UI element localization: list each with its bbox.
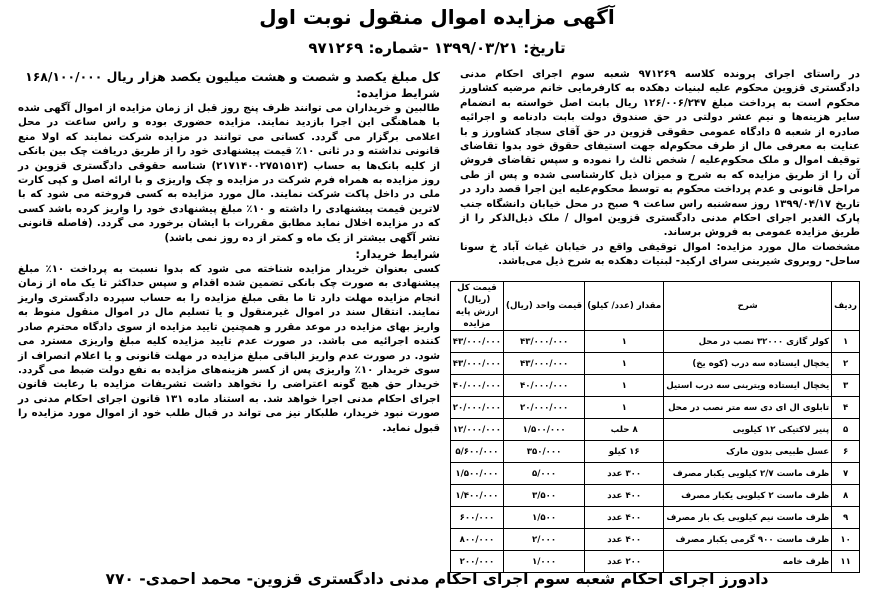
table-row — [450, 397, 859, 419]
location-text: اموال توقیفی واقع در خیابان غیاث آباد خ سونا ساحل- روبروی شیرینی سرای ارکید- لبنیات دهکده به شرح ذیل می‌باشد. — [460, 241, 860, 268]
header-description: شرح — [664, 282, 832, 331]
cell-quantity: ۴۰۰ عدد — [585, 507, 664, 529]
cell-description: یخچال ایستاده سه درب (کوه یخ) — [664, 353, 832, 375]
cell-row-number: ۱۱ — [832, 551, 860, 573]
conditions-text: طالبین و خریداران می توانند ظرف پنج روز قبل از زمان مزایده از اموال آگهی شده با هماهنگی این اجرا بازدید نمایند. مزایده حضوری بوده و راس ساعت در محل اعلامی برگزار می گردد. کسانی می توانند در مزایده شرکت نمایند که اولا منع قانونی نداشته و در ثانی ۱۰٪ قیمت پیشنهادی خود را از طریق دریافت چک بین بانکی از کلیه بانک‌ها به حساب (۲۱۷۱۴۰۰۲۷۵۱۵۱۳) شناسه حقوقی دادگستری قزوین در روز مزایده به همراه فرم شرکت در مزایده و چک واریزی و با ارائه اصل و کپی کارت ملی در داخل پاکت شرکت نمایند. مال مورد مزایده به کسی فروخته می شود که با لاترین قیمت پیشنهادی را داشته و ۱۰٪ مبلغ پیشنهادی خود را واریز کرده باشد کسی که در مزایده اخلال نماید مطابق مقررات با ایشان برخورد می گردد. (فاصله قانونی نشر آگهی بیشتر از یک ماه و کمتر از ده روز نمی باشد) — [18, 103, 440, 244]
cell-description: تابلوی ال ای دی سه متر نصب در محل — [664, 397, 832, 419]
cell-total: ۸۰۰/۰۰۰ — [450, 529, 503, 551]
cell-row-number: ۱۰ — [832, 529, 860, 551]
cell-quantity: ۴۰۰ عدد — [585, 529, 664, 551]
intro-paragraph: در راستای اجرای پرونده کلاسه ۹۷۱۲۶۹ شعبه سوم اجرای احکام مدنی دادگستری قزوین محکوم علیه لبنیات دهکده به کارفرمایی خانم مرضیه کشاورز محکوم است به پرداخت مبلغ ۱۲۶/۰۰۶/۲۴۷ ریال بابت اصل خواسته به انضمام سایر هزینه‌ها و نیم عشر دولتی در حق صندوق دولت بابت دادنامه و اجرائیه صادره از شعبه ۵ دادگاه عمومی حقوقی قزوین در حق آقای سجاد کشاورز و با عنایت به معرفی مال از طرف محکوم‌له جهت استیفای حقوق خود بدوا تقاضای توقیف اموال و ملک محکوم‌علیه / شخص ثالث را نموده و سپس تقاضای فروش آن را از طریق مزایده که به شرح و میزان ذیل کارشناسی شده و پس از طی مراحل قانونی و عدم پرداخت محکوم به توسط محکوم‌علیه این اجرا قصد دارد در تاریخ ۱۳۹۹/۰۴/۱۷ روز سه‌شنبه راس ساعت ۹ صبح در محل خیابان دانشگاه جنب پارک الغدیر اجرای احکام مدنی دادگستری قزوین اموال / ملک ذیل‌الذکر را از طریق مزایده عمومی به فروش برساند. — [460, 69, 861, 239]
conditions-column — [18, 68, 440, 436]
cell-description: پنیر لاکتیکی ۱۲ کیلویی — [664, 419, 832, 441]
items-table — [450, 281, 860, 573]
cell-description: عسل طبیعی بدون مارک — [664, 441, 832, 463]
cell-unit-price: ۱/۵۰۰ — [504, 507, 585, 529]
table-row — [450, 463, 859, 485]
table-header-row — [450, 282, 859, 331]
table-row — [450, 419, 859, 441]
cell-total: ۴۳/۰۰۰/۰۰۰ — [450, 353, 503, 375]
header-quantity: مقدار (عدد/ کیلو) — [585, 282, 664, 331]
cell-total: ۵/۶۰۰/۰۰۰ — [450, 441, 503, 463]
cell-total: ۱/۵۰۰/۰۰۰ — [450, 463, 503, 485]
cell-quantity: ۱ — [585, 397, 664, 419]
cell-quantity: ۴۰۰ عدد — [585, 485, 664, 507]
table-row — [450, 485, 859, 507]
cell-quantity: ۲۰۰ عدد — [585, 551, 664, 573]
cell-row-number: ۲ — [832, 353, 860, 375]
cell-total: ۱۲/۰۰۰/۰۰۰ — [450, 419, 503, 441]
cell-row-number: ۴ — [832, 397, 860, 419]
buyer-text: کسی بعنوان خریدار مزایده شناخته می شود که بدوا نسبت به پرداخت ۱۰٪ مبلغ پیشنهادی به صورت چک بانکی تضمین شده اقدام و سپس حداکثر تا یک ماه از زمان انجام مزایده مهلت دارد تا ما بقی مبلغ مزایده را به حساب سپرده دادگستری واریز نمایند. انتقال سند در اموال غیرمنقول و یا تسلیم مال در اموال منقول منوط به واریز بهای مزایده در موعد مقرر و همچنین تایید مزایده از سوی دادگاه محترم صادر کننده اجرائیه می باشد. در صورت عدم تایید مزایده کلیه مبلغ واریزی مسترد می شود. در صورت عدم واریز الباقی مبلغ مزایده در مهلت قانونی و یا اعلام انصراف از سوی خریدار ۱۰٪ واریزی پس از کسر هزینه‌های مزایده به نفع دولت ضبط می گردد. خریدار حق هیچ گونه اعتراضی را نخواهد داشت تشریفات مزایده با رعایت قانون اجرای احکام مدنی اجرا خواهد شد. به استناد ماده ۱۳۱ قانون اجرای احکام مدنی در صورت نبود خریدار، طلبکار نیز می تواند در قبال طلب خود از اموال مورد مزایده را قبول نماید. — [18, 264, 441, 434]
notice-title: آگهی مزایده اموال منقول نوبت اول — [259, 5, 615, 29]
date-and-number: تاریخ: ۱۳۹۹/۰۳/۲۱ -شماره: ۹۷۱۲۶۹ — [308, 39, 566, 57]
conditions-heading: شرایط مزایده: — [356, 86, 440, 100]
header-total: قیمت کل (ریال) ارزش پایه مزایده — [450, 282, 503, 331]
table-row — [450, 529, 859, 551]
cell-total: ۱/۴۰۰/۰۰۰ — [450, 485, 503, 507]
table-row — [450, 375, 859, 397]
cell-unit-price: ۱/۵۰۰/۰۰۰ — [504, 419, 585, 441]
cell-total: ۴۳/۰۰۰/۰۰۰ — [450, 331, 503, 353]
cell-quantity: ۱ — [585, 331, 664, 353]
location-paragraph — [460, 241, 860, 270]
cell-total: ۲۰۰/۰۰۰ — [450, 551, 503, 573]
cell-unit-price: ۲۰/۰۰۰/۰۰۰ — [504, 397, 585, 419]
cell-row-number: ۱ — [832, 331, 860, 353]
items-table-body — [450, 331, 859, 573]
total-amount: کل مبلغ یکصد و شصت و هشت میلیون یکصد هزار ریال ۱۶۸/۱۰۰/۰۰۰ — [25, 69, 440, 84]
cell-row-number: ۷ — [832, 463, 860, 485]
cell-total: ۴۰/۰۰۰/۰۰۰ — [450, 375, 503, 397]
cell-unit-price: ۴۳/۰۰۰/۰۰۰ — [504, 331, 585, 353]
cell-quantity: ۸ حلب — [585, 419, 664, 441]
notice-footer: دادورز اجرای احکام شعبه سوم اجرای احکام مدنی دادگستری قزوین- محمد احمدی- ۷۷۰ — [105, 570, 769, 588]
table-row — [450, 507, 859, 529]
cell-unit-price: ۳۵۰/۰۰۰ — [504, 441, 585, 463]
cell-description: ظرف ماست ۲ کیلویی یکبار مصرف — [664, 485, 832, 507]
cell-quantity: ۱ — [585, 375, 664, 397]
cell-description: ظرف ماست نیم کیلویی یک بار مصرف — [664, 507, 832, 529]
cell-description: ظرف ماست ۲/۷ کیلویی یکبار مصرف — [664, 463, 832, 485]
cell-unit-price: ۴۳/۰۰۰/۰۰۰ — [504, 353, 585, 375]
cell-quantity: ۱ — [585, 353, 664, 375]
location-label: مشخصات مال مورد مزایده: — [716, 241, 861, 253]
cell-row-number: ۸ — [832, 485, 860, 507]
cell-row-number: ۹ — [832, 507, 860, 529]
cell-unit-price: ۱/۰۰۰ — [504, 551, 585, 573]
cell-description: ظرف ماست ۹۰۰ گرمی یکبار مصرف — [664, 529, 832, 551]
cell-quantity: ۱۶ کیلو — [585, 441, 664, 463]
cell-unit-price: ۳/۵۰۰ — [504, 485, 585, 507]
table-row — [450, 353, 859, 375]
cell-description: ظرف خامه — [664, 551, 832, 573]
cell-total: ۶۰۰/۰۰۰ — [450, 507, 503, 529]
intro-column — [460, 68, 860, 270]
cell-description: یخچال ایستاده ویترینی سه درب استیل — [664, 375, 832, 397]
cell-quantity: ۳۰۰ عدد — [585, 463, 664, 485]
header-row-number: ردیف — [832, 282, 860, 331]
cell-row-number: ۳ — [832, 375, 860, 397]
cell-total: ۲۰/۰۰۰/۰۰۰ — [450, 397, 503, 419]
cell-unit-price: ۲/۰۰۰ — [504, 529, 585, 551]
table-row — [450, 331, 859, 353]
header-unit-price: قیمت واحد (ریال) — [504, 282, 585, 331]
cell-row-number: ۶ — [832, 441, 860, 463]
cell-row-number: ۵ — [832, 419, 860, 441]
cell-description: کولر گازی ۳۲۰۰۰ نصب در محل — [664, 331, 832, 353]
cell-unit-price: ۴۰/۰۰۰/۰۰۰ — [504, 375, 585, 397]
buyer-heading: شرایط خریدار: — [355, 247, 440, 262]
cell-unit-price: ۵/۰۰۰ — [504, 463, 585, 485]
table-row — [450, 441, 859, 463]
